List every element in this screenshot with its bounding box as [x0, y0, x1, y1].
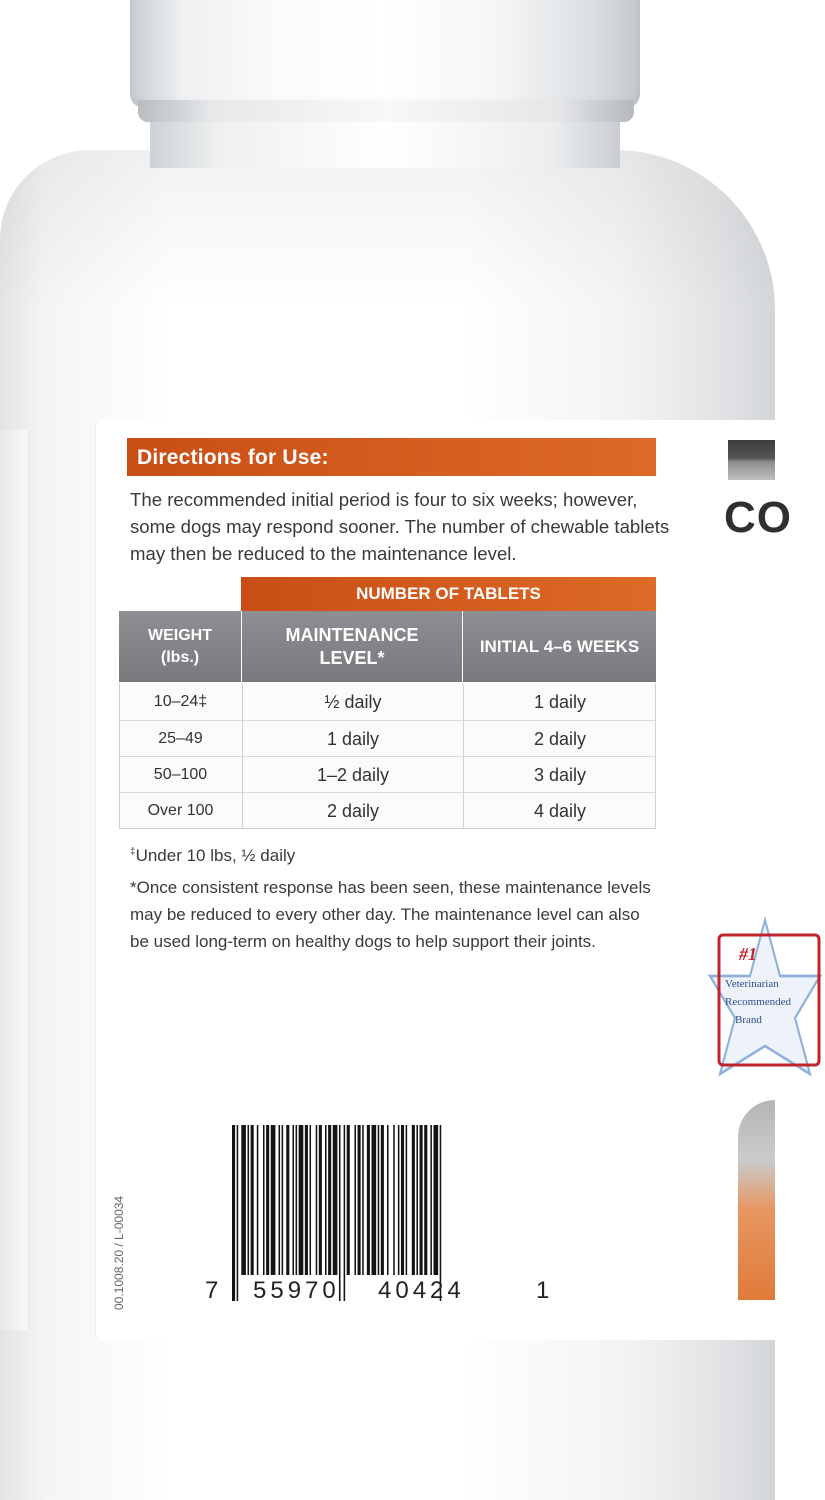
- barcode-bar: [387, 1125, 389, 1275]
- intro-line: The recommended initial period is four to six weeks; however,: [130, 489, 638, 510]
- footnote-line: be used long-term on healthy dogs to help support their joints.: [130, 932, 596, 951]
- seal-line: Recommended: [725, 996, 791, 1008]
- maintenance-header-line: LEVEL*: [319, 647, 385, 668]
- barcode-bar: [282, 1125, 284, 1275]
- cell-maintenance: 2 daily: [242, 793, 463, 829]
- barcode-bar: [406, 1125, 408, 1275]
- barcode-bar: [424, 1125, 427, 1275]
- cell-maintenance: ½ daily: [242, 684, 463, 720]
- vet-recommended-seal: [705, 900, 791, 1100]
- barcode-bar: [232, 1125, 235, 1301]
- label-orange-band: [738, 1100, 775, 1300]
- barcode-bar: [263, 1125, 265, 1275]
- brand-name-fragment: CO: [724, 493, 792, 542]
- cell-weight: 50–100: [153, 766, 208, 783]
- seal-line: Veterinarian: [725, 978, 779, 990]
- barcode-digit-first: 7: [205, 1277, 219, 1304]
- barcode-bar: [393, 1125, 395, 1275]
- directions-intro: [130, 486, 670, 567]
- barcode-bar: [398, 1125, 400, 1275]
- column-header-initial: INITIAL 4–6 WEEKS: [463, 611, 656, 682]
- barcode-bar: [296, 1125, 298, 1275]
- barcode-bar: [354, 1125, 356, 1275]
- barcode-bar: [378, 1125, 380, 1275]
- bottle-neck: [150, 118, 620, 168]
- barcode-bar: [319, 1125, 322, 1275]
- barcode-bar: [344, 1125, 346, 1301]
- barcode-bar: [362, 1125, 364, 1275]
- barcode-bar: [401, 1125, 404, 1275]
- barcode-digit-last: 1: [536, 1277, 550, 1304]
- barcode-bar: [257, 1125, 259, 1275]
- maintenance-header-line: MAINTENANCE: [285, 624, 419, 645]
- cell-maintenance: 1–2 daily: [242, 757, 463, 793]
- barcode-bar: [440, 1125, 442, 1301]
- barcode-bar: [325, 1125, 327, 1275]
- barcode-bar: [430, 1125, 432, 1275]
- barcode-bar: [241, 1125, 246, 1275]
- barcode-bar: [237, 1125, 239, 1301]
- barcode-bar: [416, 1125, 418, 1275]
- cell-weight: Over 100: [147, 802, 214, 819]
- barcode-digits-right: 40424: [378, 1277, 465, 1304]
- barcode: [232, 1125, 522, 1301]
- footnote-maintenance: [130, 874, 670, 955]
- barcode-bar: [305, 1125, 308, 1275]
- barcode-bar: [420, 1125, 423, 1275]
- barcode-bar: [412, 1125, 415, 1275]
- barcode-bar: [339, 1125, 341, 1301]
- cell-initial: 2 daily: [463, 721, 656, 757]
- intro-line: may then be reduced to the maintenance level.: [130, 543, 517, 564]
- label-left-edge: [0, 430, 29, 1330]
- barcode-bar: [367, 1125, 370, 1275]
- column-header-maintenance: [242, 611, 462, 682]
- barcode-bar: [358, 1125, 361, 1275]
- footnote-under-10: [130, 846, 295, 866]
- seal-line: Brand: [735, 1014, 762, 1026]
- barcode-bar: [316, 1125, 318, 1275]
- weight-header-line: WEIGHT: [148, 626, 212, 644]
- barcode-bar: [292, 1125, 294, 1275]
- side-lot-code: 00.1008.20 / L-00034: [112, 1195, 126, 1310]
- barcode-bar: [381, 1125, 384, 1275]
- footnote-under-10-text: Under 10 lbs, ½ daily: [135, 846, 296, 865]
- barcode-digits-left: 55970: [253, 1277, 340, 1304]
- table-row: [119, 793, 656, 829]
- bottle-shoulder-shade: [0, 150, 775, 310]
- barcode-bar: [299, 1125, 304, 1275]
- barcode-bar: [279, 1125, 281, 1275]
- barcode-bar: [271, 1125, 276, 1275]
- barcode-bar: [251, 1125, 254, 1275]
- cell-initial: 1 daily: [463, 684, 656, 720]
- footnote-line: may be reduced to every other day. The maintenance level can also: [130, 905, 640, 924]
- barcode-bar: [328, 1125, 331, 1275]
- cell-weight: 10–24‡: [153, 693, 208, 710]
- weight-header-unit: (lbs.): [160, 648, 200, 666]
- intro-line: some dogs may respond sooner. The number of chewable tablets: [130, 516, 670, 537]
- brand-stripe-graphic: [728, 440, 775, 480]
- cell-initial: 4 daily: [463, 793, 656, 829]
- bottle-cap-lip: [138, 100, 634, 122]
- barcode-bar: [310, 1125, 312, 1275]
- footnote-line: *Once consistent response has been seen, these maintenance levels: [130, 878, 651, 897]
- barcode-bar: [333, 1125, 338, 1275]
- table-row: [119, 721, 656, 757]
- barcode-bar: [286, 1125, 289, 1275]
- cell-weight: 25–49: [158, 730, 203, 747]
- directions-title: Directions for Use:: [137, 446, 329, 469]
- table-row: [119, 684, 656, 720]
- seal-number: #1: [739, 944, 757, 964]
- barcode-bar: [347, 1125, 350, 1275]
- cell-maintenance: 1 daily: [242, 721, 463, 757]
- table-row: [119, 757, 656, 793]
- double-dagger-mark: ‡: [130, 846, 136, 858]
- table-group-header: NUMBER OF TABLETS: [241, 577, 656, 611]
- barcode-bar: [248, 1125, 250, 1275]
- bottle-cap: [130, 0, 640, 108]
- barcode-bar: [434, 1125, 439, 1275]
- barcode-bar: [266, 1125, 269, 1275]
- column-header-weight: [119, 611, 241, 682]
- cell-initial: 3 daily: [463, 757, 656, 793]
- barcode-bar: [372, 1125, 377, 1275]
